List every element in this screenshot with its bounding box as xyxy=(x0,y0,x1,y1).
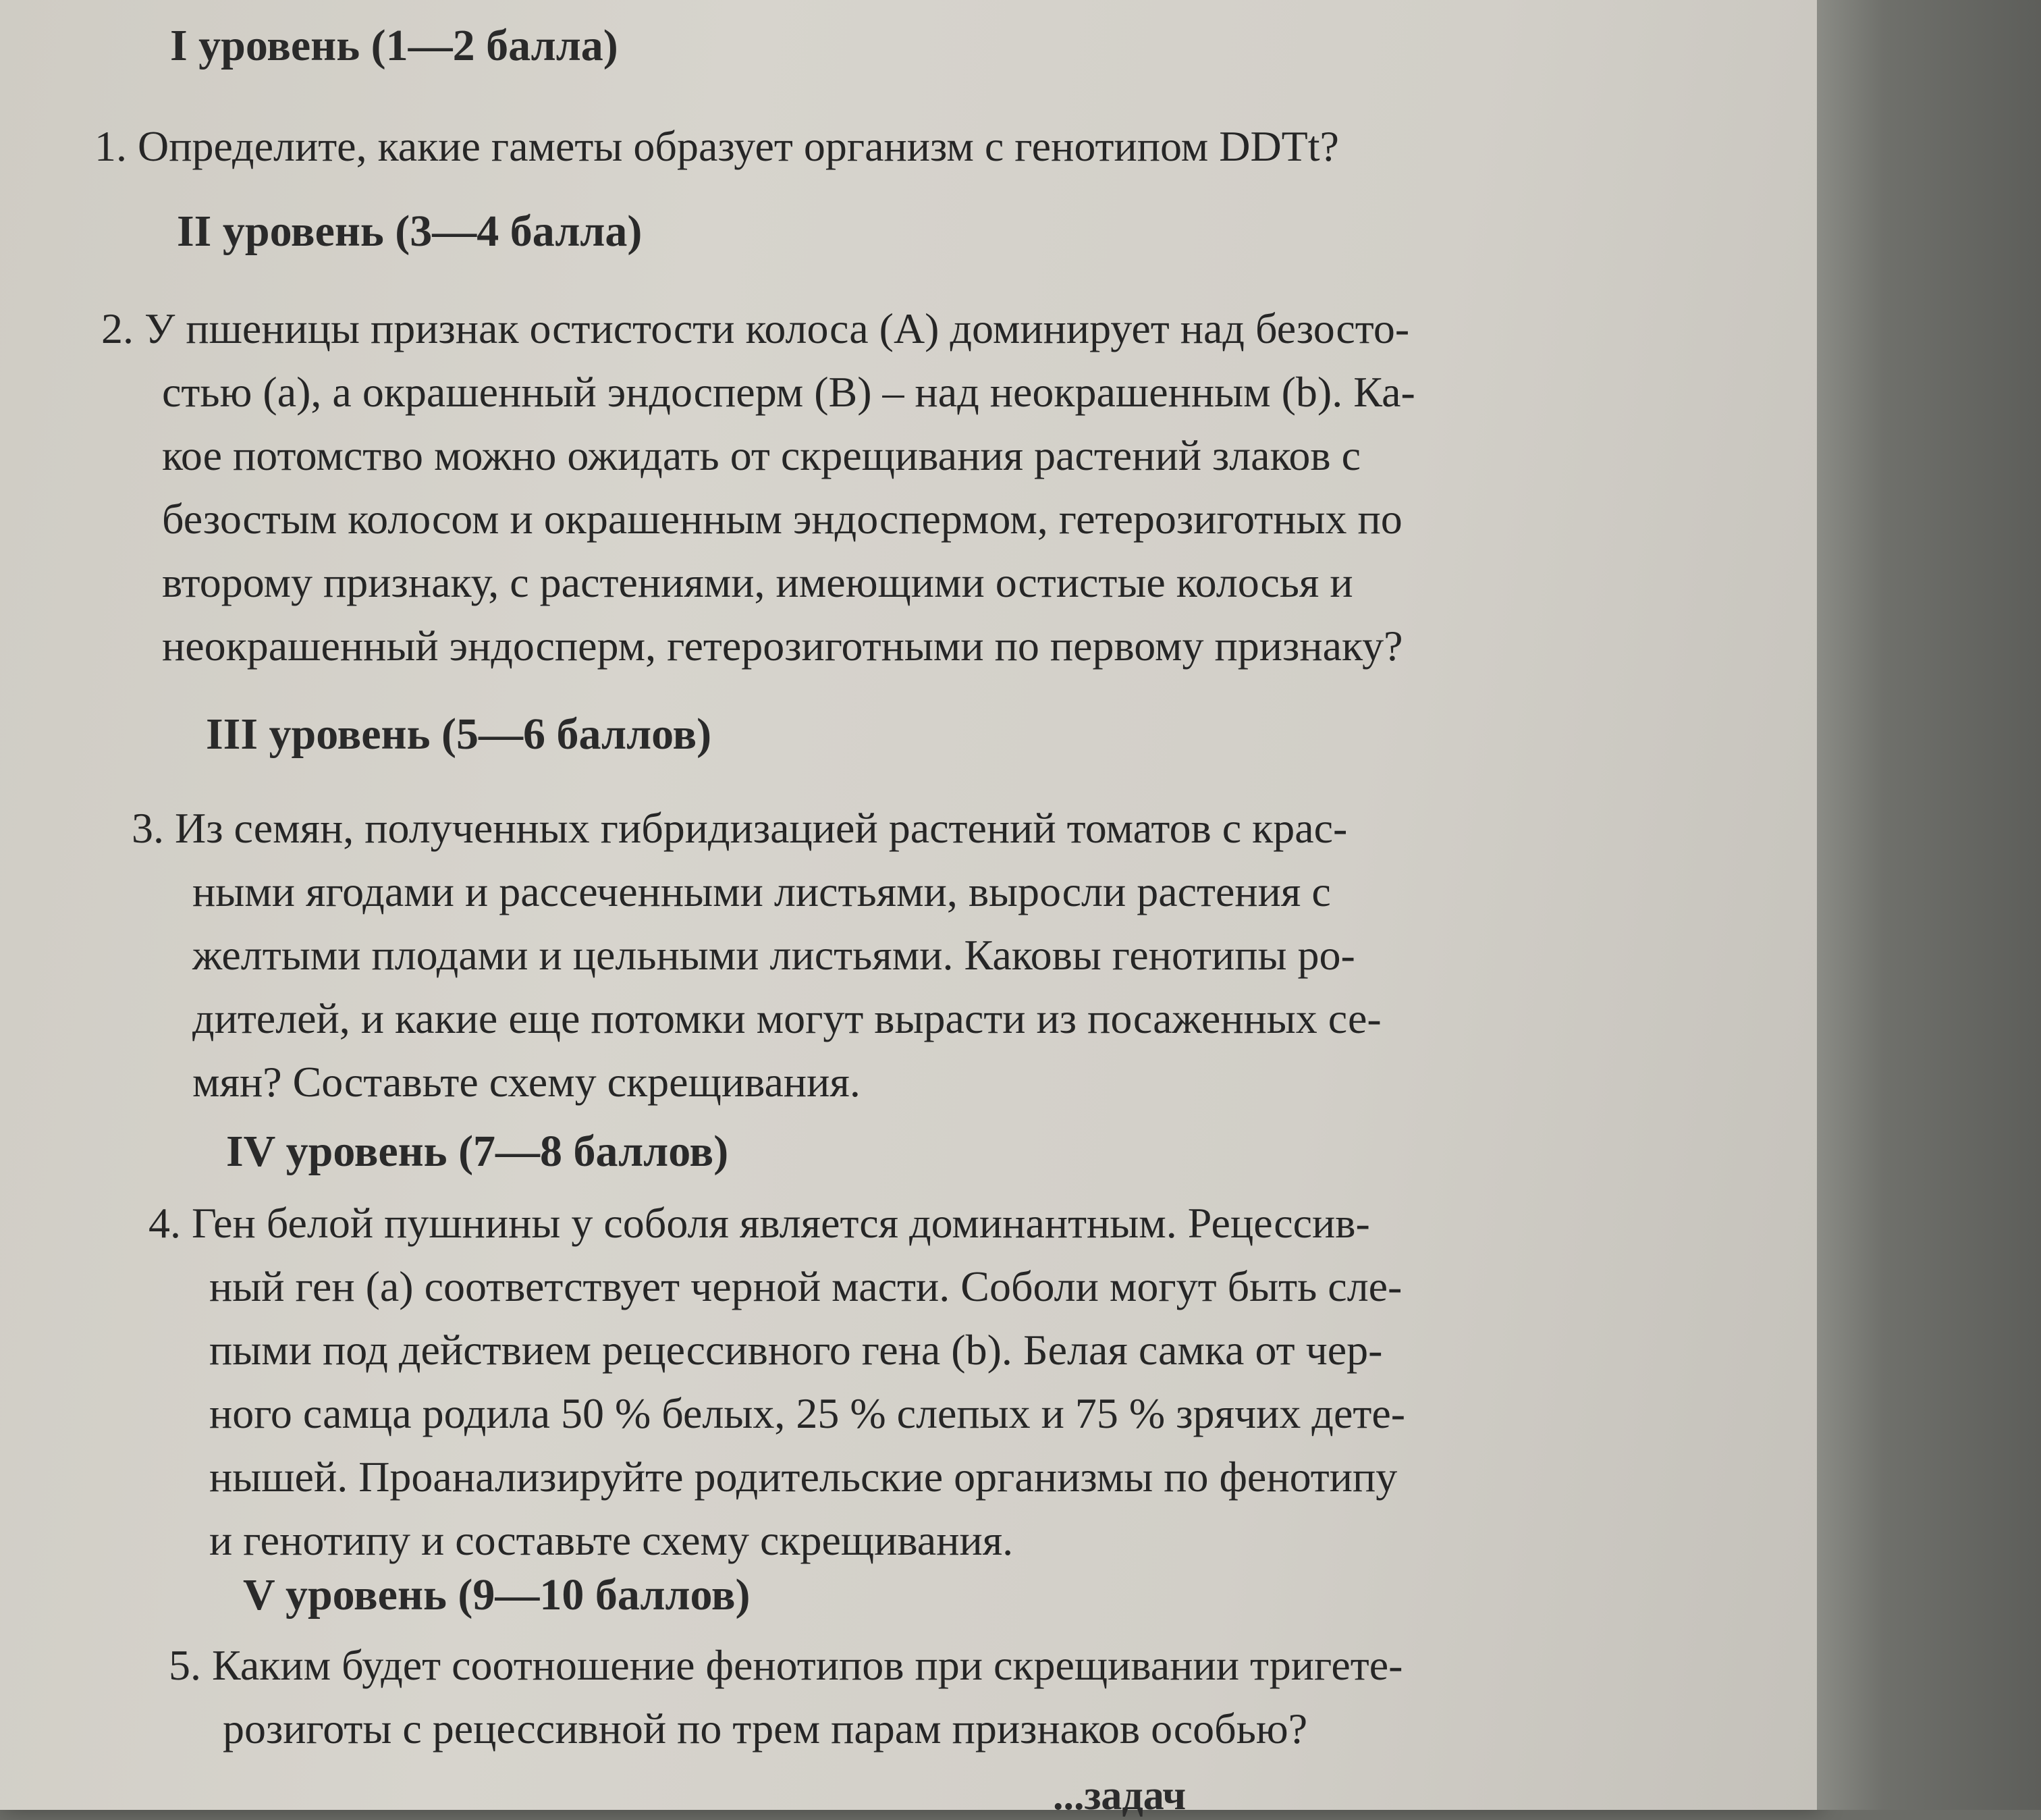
task-4-line: нышей. Проанализируйте родительские организмы по фенотипу xyxy=(209,1453,1398,1501)
task-1 xyxy=(94,115,1339,178)
task-2-line: неокрашенный эндосперм, гетерозиготными по первому признаку? xyxy=(162,622,1403,670)
task-1-line: 1. Определите, какие гаметы образует организм с генотипом DDTt? xyxy=(94,122,1339,170)
task-3-line: мян? Составьте схему скрещивания. xyxy=(192,1058,861,1106)
level-2-heading: II уровень (3—4 балла) xyxy=(177,207,643,256)
task-2-line: 2. У пшеницы признак остистости колоса (A) доминирует над безосто- xyxy=(101,304,1410,352)
task-4-line: пыми под действием рецессивного гена (b). Белая самка от чер- xyxy=(209,1326,1383,1374)
task-2-line: безостым колосом и окрашенным эндоспермом, гетерозиготных по xyxy=(162,495,1403,543)
task-5-line: 5. Каким будет соотношение фенотипов при скрещивании тригете- xyxy=(169,1641,1403,1689)
task-5-line: розиготы с рецессивной по трем парам признаков особью? xyxy=(223,1705,1308,1752)
footer-heading-fragment: ...задач xyxy=(1053,1773,1187,1819)
task-2 xyxy=(101,297,1415,678)
task-4 xyxy=(148,1192,1405,1572)
task-4-line: ный ген (a) соответствует черной масти. Соболи могут быть сле- xyxy=(209,1262,1403,1310)
page-edge-shadow xyxy=(1817,0,2041,1810)
level-3-heading: III уровень (5—6 баллов) xyxy=(206,710,712,759)
task-5 xyxy=(169,1634,1403,1761)
task-3-line: дителей, и какие еще потомки могут вырасти из посаженных се- xyxy=(192,994,1382,1042)
task-3 xyxy=(132,797,1382,1114)
level-5-heading: V уровень (9—10 баллов) xyxy=(243,1570,751,1620)
task-2-line: кое потомство можно ожидать от скрещивания растений злаков с xyxy=(162,431,1361,479)
task-3-line: ными ягодами и рассеченными листьями, выросли растения с xyxy=(192,867,1331,915)
task-4-line: 4. Ген белой пушнины у соболя является доминантным. Рецессив- xyxy=(148,1199,1370,1247)
task-4-line: и генотипу и составьте схему скрещивания. xyxy=(209,1516,1014,1564)
task-3-line: желтыми плодами и цельными листьями. Каковы генотипы ро- xyxy=(192,931,1355,979)
task-2-line: второму признаку, с растениями, имеющими остистые колосья и xyxy=(162,558,1353,606)
task-4-line: ного самца родила 50 % белых, 25 % слепых и 75 % зрячих дете- xyxy=(209,1389,1406,1437)
task-2-line: стью (a), а окрашенный эндосперм (B) – над неокрашенным (b). Ка- xyxy=(162,368,1415,416)
level-1-heading: I уровень (1—2 балла) xyxy=(170,21,618,70)
level-4-heading: IV уровень (7—8 баллов) xyxy=(226,1127,729,1176)
task-3-line: 3. Из семян, полученных гибридизацией растений томатов с крас- xyxy=(132,804,1348,852)
